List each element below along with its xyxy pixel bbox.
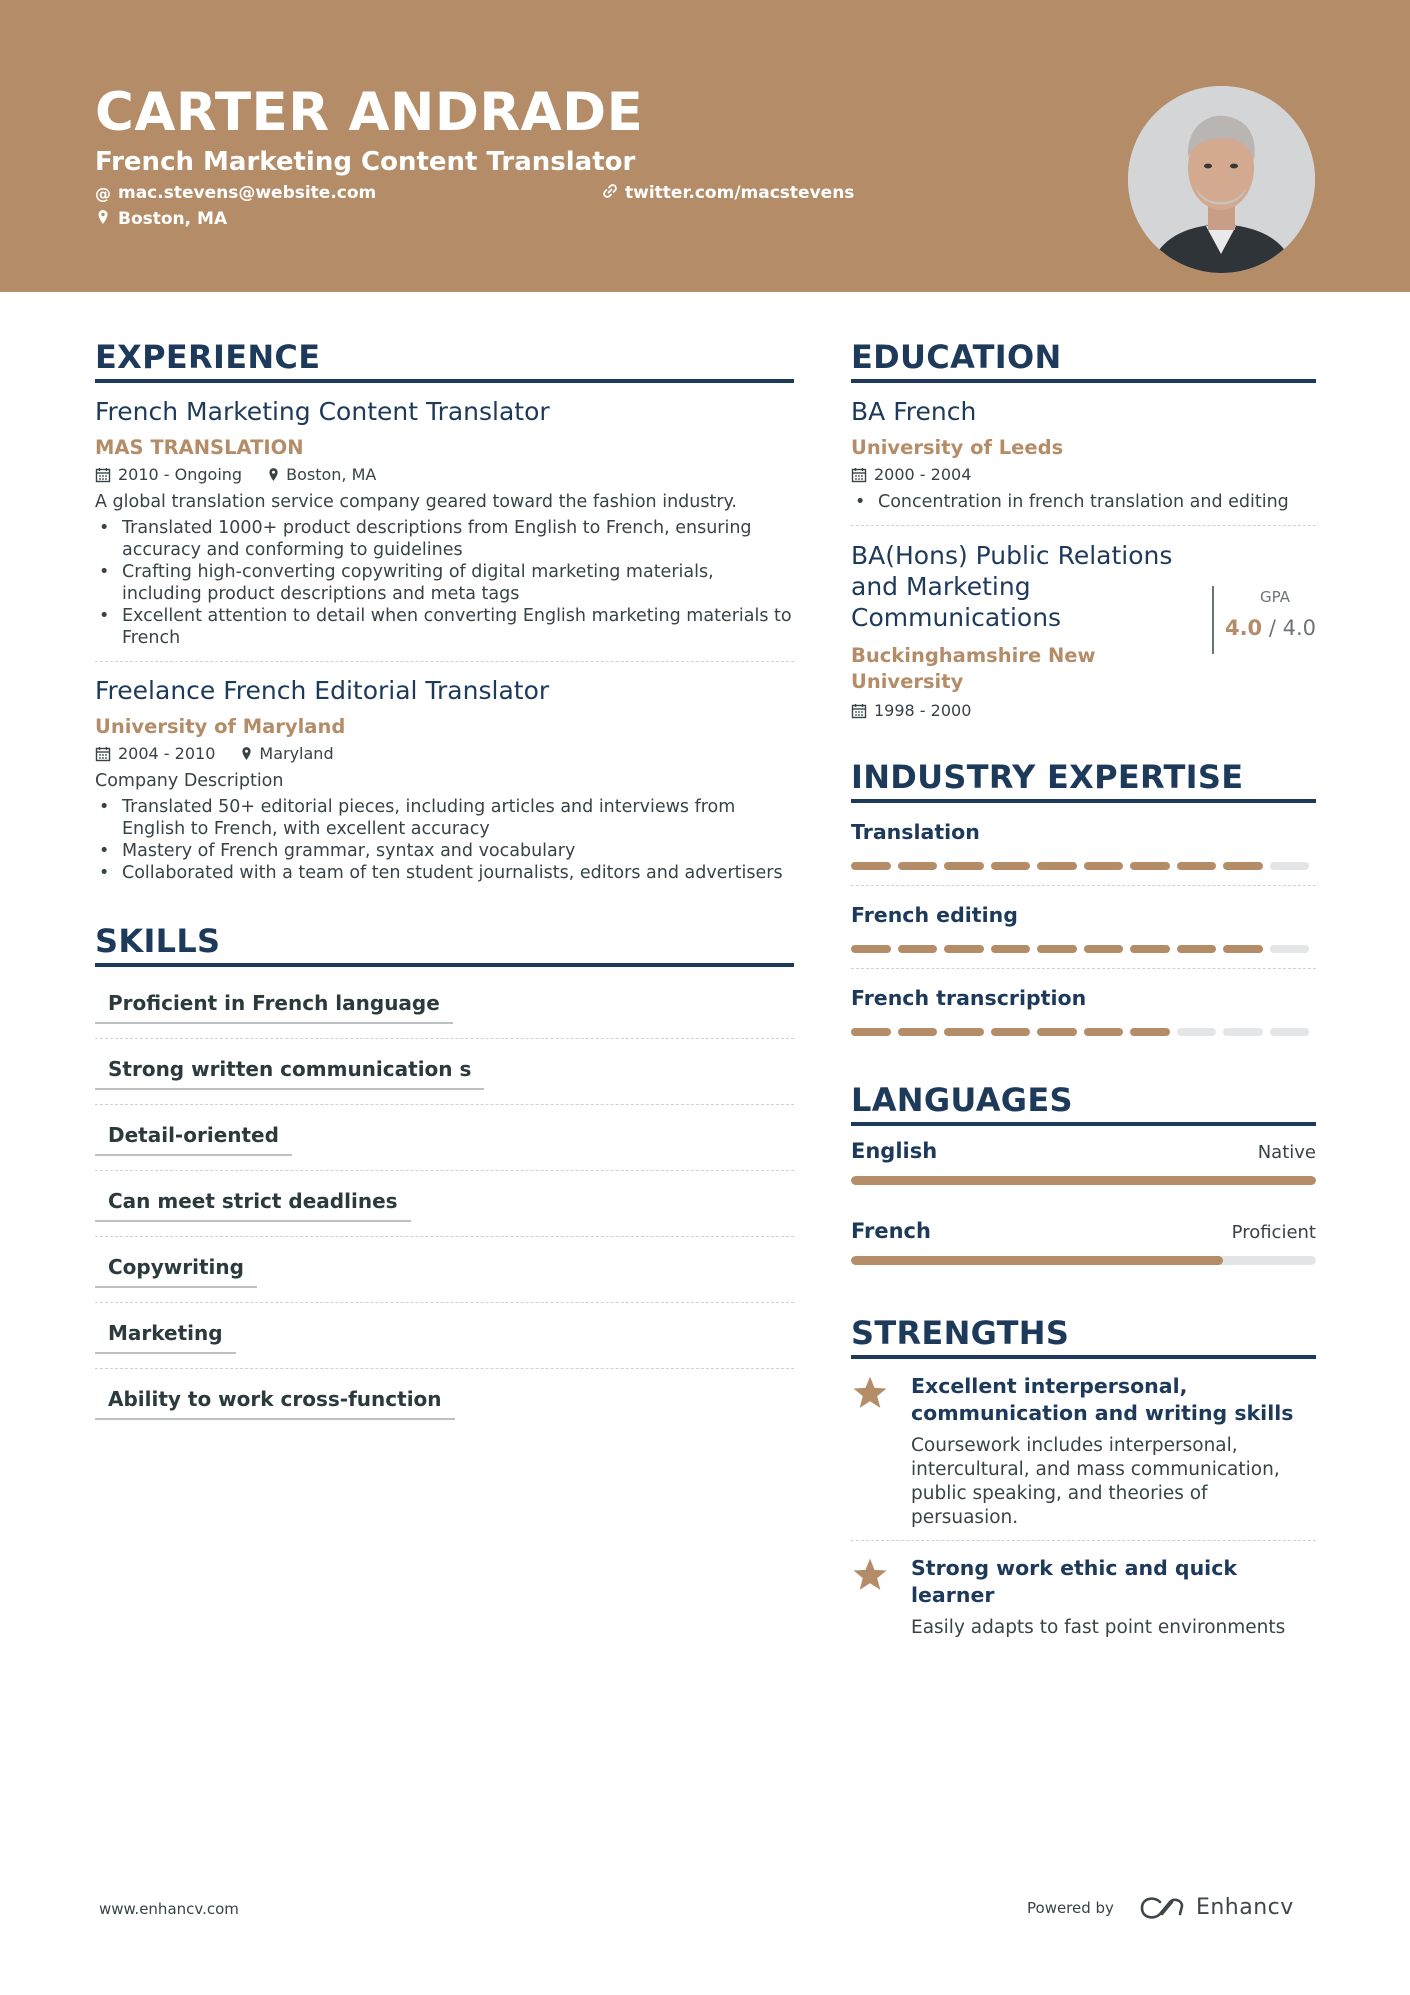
expertise-rating xyxy=(851,862,1316,870)
job-location-text: Boston, MA xyxy=(286,465,377,484)
expertise-name: French transcription xyxy=(851,986,1087,1010)
rating-dot-filled xyxy=(944,945,984,953)
rating-dot-filled xyxy=(1084,1028,1124,1036)
skill-item xyxy=(95,973,794,1039)
candidate-title: French Marketing Content Translator xyxy=(95,147,636,177)
edu-dates-text: 1998 - 2000 xyxy=(874,701,972,720)
rating-dot-filled xyxy=(898,945,938,953)
job-location xyxy=(241,744,333,763)
job-dates xyxy=(95,465,242,484)
bullet-item: • Translated 50+ editorial pieces, including articles and interviews from English to French, with excellent accuracy xyxy=(95,796,794,840)
location-contact xyxy=(95,209,227,229)
language-bar xyxy=(851,1256,1316,1265)
job-location-text: Maryland xyxy=(259,744,334,763)
expertise-rating xyxy=(851,1028,1316,1036)
rating-dot-filled xyxy=(1037,945,1077,953)
language-item xyxy=(851,1219,1316,1265)
strength-title: Excellent interpersonal, communication and writing skills xyxy=(911,1374,1294,1425)
job-dates-text: 2010 - Ongoing xyxy=(118,465,243,484)
strengths-heading: STRENGTHS xyxy=(851,1314,1316,1359)
language-name: English xyxy=(851,1139,938,1163)
link-icon xyxy=(602,183,618,203)
rating-dot-empty xyxy=(1223,1028,1263,1036)
email-contact[interactable] xyxy=(95,183,376,203)
expertise-heading: INDUSTRY EXPERTISE xyxy=(851,758,1316,803)
rating-dot-filled xyxy=(1037,862,1077,870)
company-description: A global translation service company geared toward the fashion industry. xyxy=(95,492,737,512)
language-bar-fill xyxy=(851,1256,1223,1265)
rating-dot-filled xyxy=(991,862,1031,870)
twitter-contact[interactable] xyxy=(602,183,854,203)
footer-branding[interactable] xyxy=(1027,1895,1294,1920)
twitter-text[interactable]: twitter.com/macstevens xyxy=(625,183,855,203)
rating-dot-filled xyxy=(851,945,891,953)
rating-dot-filled xyxy=(944,862,984,870)
language-bar xyxy=(851,1176,1316,1185)
school-name: Buckinghamshire New University xyxy=(851,644,1096,693)
job-title: Freelance French Editorial Translator xyxy=(95,676,550,705)
degree-title: BA(Hons) Public Relations and Marketing Communications xyxy=(851,541,1173,632)
rating-dot-filled xyxy=(1177,862,1217,870)
location-pin-icon xyxy=(95,209,111,229)
brand-name: Enhancv xyxy=(1195,1895,1294,1920)
education-item xyxy=(851,526,1316,720)
bullet-item: • Crafting high-converting copywriting of digital marketing materials, including product descriptions and meta tags xyxy=(95,561,794,605)
location-pin-icon xyxy=(268,467,279,482)
skills-heading: SKILLS xyxy=(95,922,794,967)
skills-list xyxy=(95,973,794,1435)
left-column xyxy=(95,338,794,1435)
skill-tag: Proficient in French language xyxy=(95,991,453,1024)
rating-dot-empty xyxy=(1270,945,1310,953)
company-name: University of Maryland xyxy=(95,715,346,738)
rating-dot-filled xyxy=(851,1028,891,1036)
rating-dot-filled xyxy=(1223,862,1263,870)
location-pin-icon xyxy=(241,746,252,761)
rating-dot-filled xyxy=(898,1028,938,1036)
edu-dates xyxy=(851,465,971,484)
rating-dot-empty xyxy=(1177,1028,1217,1036)
rating-dot-filled xyxy=(991,945,1031,953)
brand-logo[interactable] xyxy=(1140,1895,1294,1920)
calendar-icon xyxy=(851,703,867,719)
skill-item xyxy=(95,1171,794,1237)
star-icon xyxy=(851,1555,893,1640)
rating-dot-filled xyxy=(1037,1028,1077,1036)
job-dates xyxy=(95,744,215,763)
edu-bullets xyxy=(851,491,1316,513)
rating-dot-filled xyxy=(1084,945,1124,953)
rating-dot-filled xyxy=(1223,945,1263,953)
job-location xyxy=(268,465,376,484)
skill-tag: Ability to work cross-function xyxy=(95,1387,455,1420)
gpa-value: 4.0 / 4.0 xyxy=(1224,616,1316,640)
skill-tag: Can meet strict deadlines xyxy=(95,1189,411,1222)
rating-dot-filled xyxy=(944,1028,984,1036)
bullet-item: • Mastery of French grammar, syntax and vocabulary xyxy=(95,840,794,862)
location-text: Boston, MA xyxy=(118,209,228,229)
calendar-icon xyxy=(851,467,867,483)
expertise-list xyxy=(851,803,1316,1051)
rating-dot-filled xyxy=(1130,1028,1170,1036)
calendar-icon xyxy=(95,467,111,483)
skill-tag: Detail-oriented xyxy=(95,1123,292,1156)
experience-heading: EXPERIENCE xyxy=(95,338,794,383)
company-name: MAS TRANSLATION xyxy=(95,436,304,459)
edu-dates xyxy=(851,701,971,720)
skill-item xyxy=(95,1237,794,1303)
right-column xyxy=(851,338,1316,1650)
experience-item xyxy=(95,397,794,662)
language-level: Proficient xyxy=(1231,1222,1316,1243)
strength-description: Coursework includes interpersonal, intercultural, and mass communication, public speaking, and theories of persuasion. xyxy=(911,1435,1280,1528)
skill-item xyxy=(95,1105,794,1171)
skill-tag: Marketing xyxy=(95,1321,236,1354)
header-band xyxy=(0,0,1410,292)
bullet-item: • Concentration in french translation and editing xyxy=(851,491,1316,513)
at-icon: @ xyxy=(95,183,111,203)
expertise-name: Translation xyxy=(851,820,980,844)
rating-dot-empty xyxy=(1270,862,1310,870)
degree-title: BA French xyxy=(851,397,977,426)
candidate-name: CARTER ANDRADE xyxy=(95,82,644,143)
language-name: French xyxy=(851,1219,931,1243)
language-item xyxy=(851,1139,1316,1185)
strength-item xyxy=(851,1541,1316,1650)
language-level: Native xyxy=(1257,1142,1316,1163)
expertise-item xyxy=(851,803,1316,886)
expertise-item xyxy=(851,969,1316,1051)
skill-item xyxy=(95,1303,794,1369)
skill-tag: Copywriting xyxy=(95,1255,257,1288)
gpa-label: GPA xyxy=(1260,588,1290,606)
job-bullets xyxy=(95,796,794,884)
calendar-icon xyxy=(95,746,111,762)
expertise-name: French editing xyxy=(851,903,1018,927)
email-text[interactable]: mac.stevens@website.com xyxy=(118,183,377,203)
divider xyxy=(95,661,794,662)
footer-website[interactable]: www.enhancv.com xyxy=(99,1900,239,1918)
enhancv-logo-icon xyxy=(1140,1896,1186,1920)
bullet-item: • Collaborated with a team of ten student journalists, editors and advertisers xyxy=(95,862,794,884)
experience-item xyxy=(95,676,794,884)
job-bullets xyxy=(95,517,794,649)
rating-dot-filled xyxy=(898,862,938,870)
powered-by-label: Powered by xyxy=(1027,1898,1114,1917)
rating-dot-filled xyxy=(991,1028,1031,1036)
rating-dot-filled xyxy=(851,862,891,870)
strength-item xyxy=(851,1359,1316,1541)
strength-description: Easily adapts to fast point environments xyxy=(911,1617,1286,1638)
star-icon xyxy=(851,1373,893,1530)
bullet-item: • Excellent attention to detail when converting English marketing materials to French xyxy=(95,605,794,649)
rating-dot-empty xyxy=(1270,1028,1310,1036)
education-item xyxy=(851,397,1316,526)
education-heading: EDUCATION xyxy=(851,338,1316,383)
edu-dates-text: 2000 - 2004 xyxy=(874,465,972,484)
strength-title: Strong work ethic and quick learner xyxy=(911,1556,1237,1607)
bullet-item: • Translated 1000+ product descriptions from English to French, ensuring accuracy and conforming to guidelines xyxy=(95,517,794,561)
skill-item xyxy=(95,1039,794,1105)
rating-dot-filled xyxy=(1130,862,1170,870)
expertise-item xyxy=(851,886,1316,969)
skill-item xyxy=(95,1369,794,1435)
skill-tag: Strong written communication s xyxy=(95,1057,484,1090)
school-name: University of Leeds xyxy=(851,436,1064,459)
job-dates-text: 2004 - 2010 xyxy=(118,744,216,763)
expertise-rating xyxy=(851,945,1316,953)
rating-dot-filled xyxy=(1084,862,1124,870)
rating-dot-filled xyxy=(1130,945,1170,953)
company-description: Company Description xyxy=(95,771,284,791)
profile-photo xyxy=(1128,86,1315,273)
job-title: French Marketing Content Translator xyxy=(95,397,550,426)
languages-heading: LANGUAGES xyxy=(851,1081,1316,1126)
gpa-box xyxy=(1212,586,1316,654)
language-bar-fill xyxy=(851,1176,1316,1185)
rating-dot-filled xyxy=(1177,945,1217,953)
